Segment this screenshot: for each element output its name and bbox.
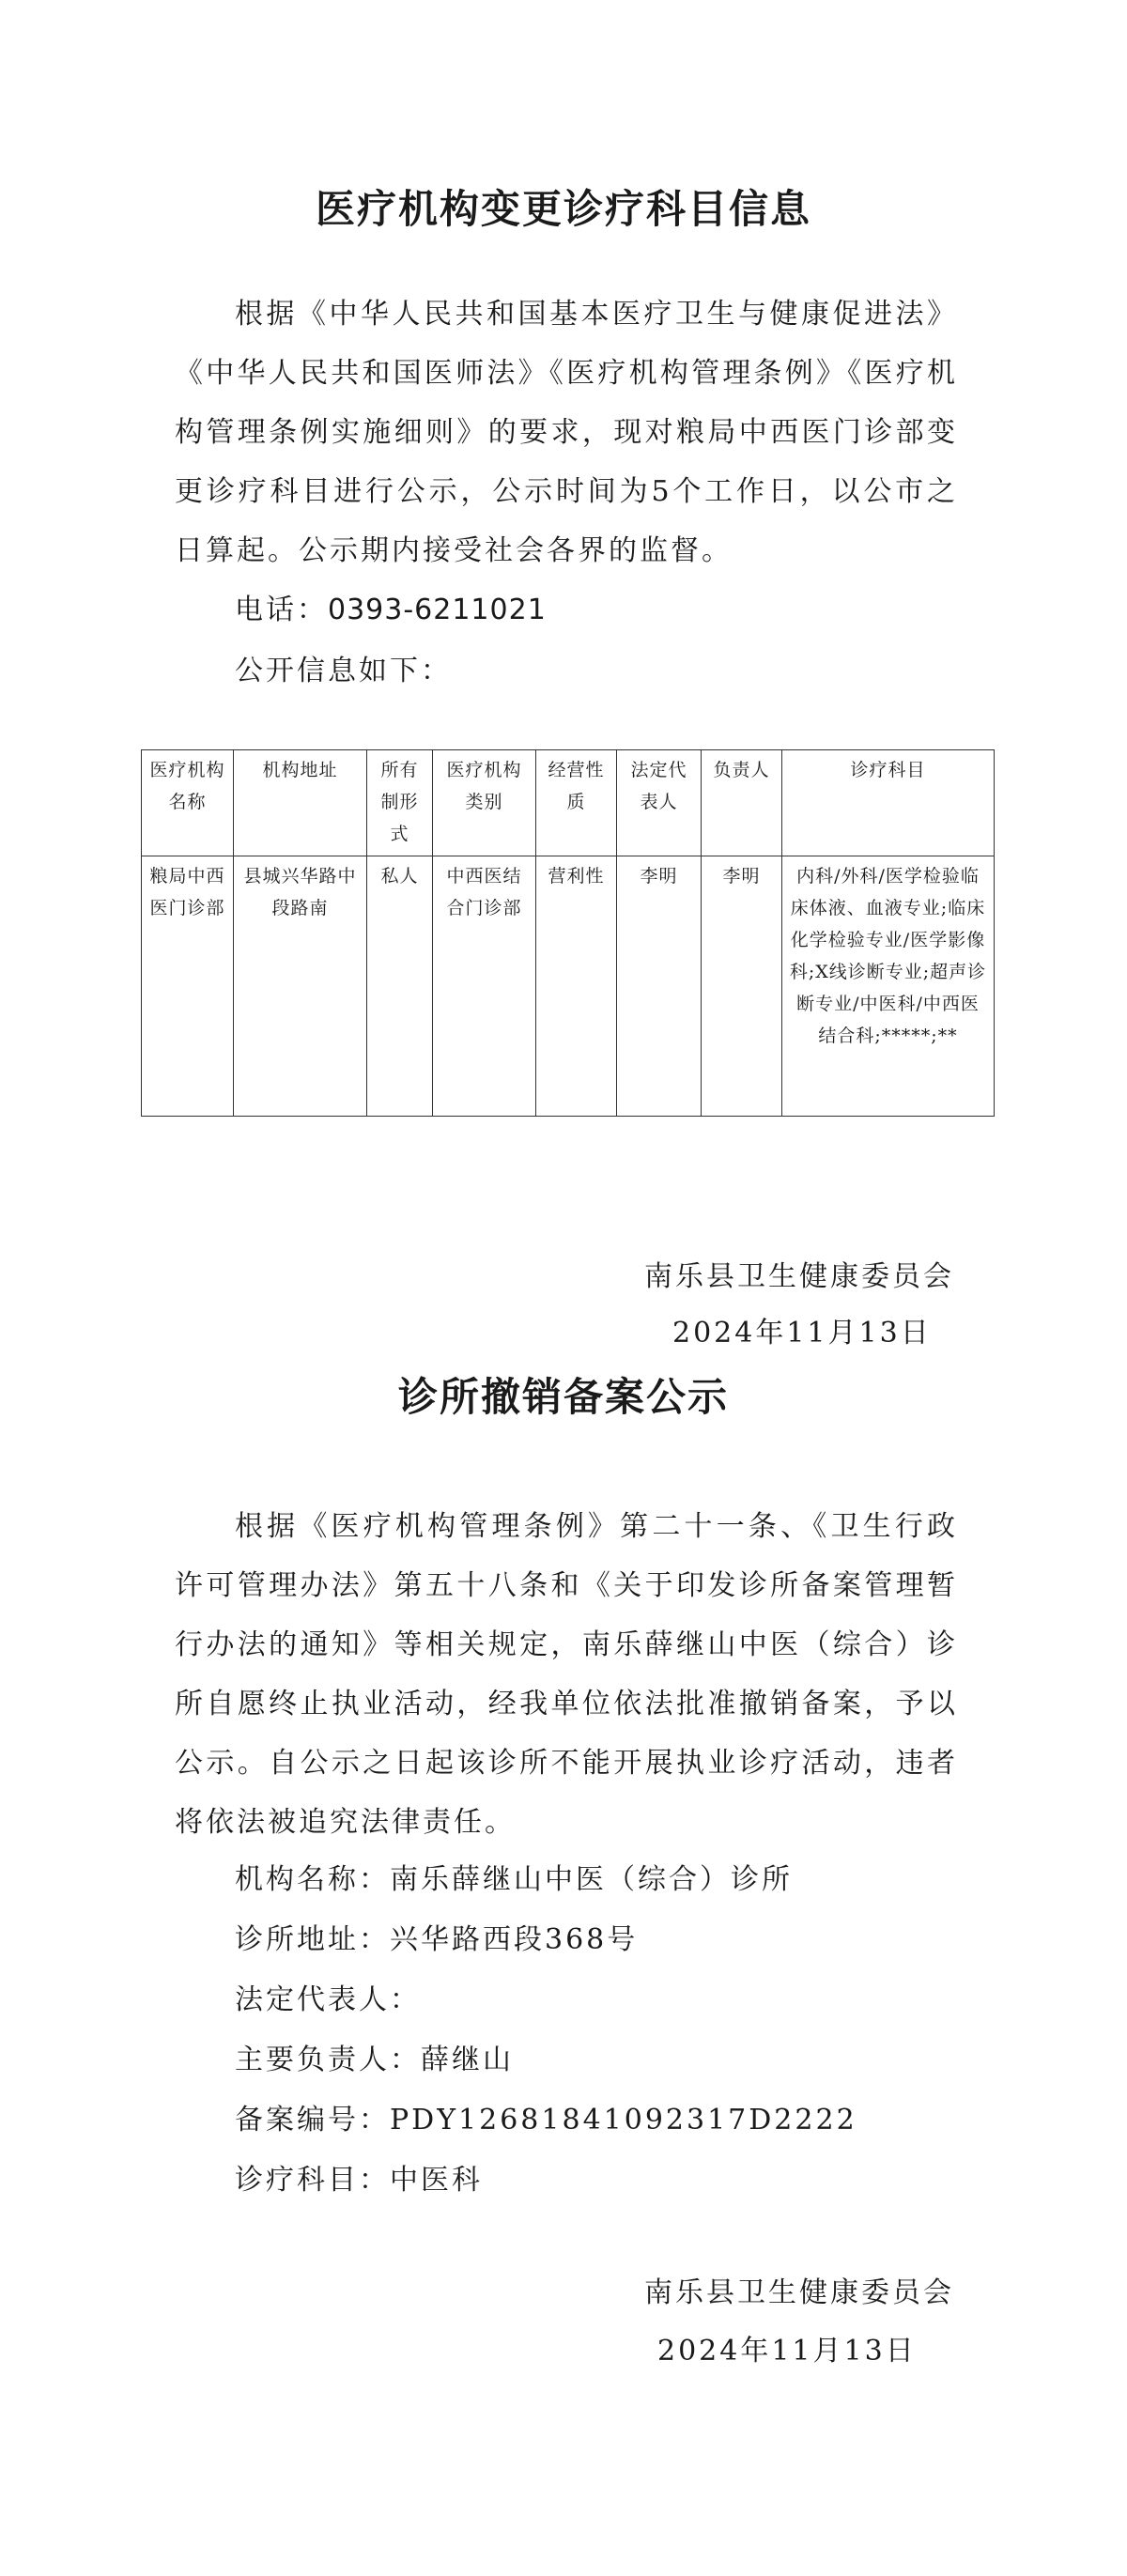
signature-date: 2024年11月13日 bbox=[657, 2335, 917, 2368]
field-org-name: 机构名称：南乐薛继山中医（综合）诊所 bbox=[235, 1863, 793, 1896]
info-intro: 公开信息如下： bbox=[235, 655, 452, 687]
signature-org: 南乐县卫生健康委员会 bbox=[644, 1260, 954, 1293]
notice-paragraph bbox=[175, 1497, 958, 1852]
table-cell: 李明 bbox=[702, 856, 782, 1117]
table-header: 法定代表人 bbox=[617, 750, 702, 856]
intro-text: 根据《中华人民共和国基本医疗卫生与健康促进法》《中华人民共和国医师法》《医疗机构管理条例》《医疗机构管理条例实施细则》的要求，现对粮局中西医门诊部变更诊疗科目进行公示，公示时间为5个工作日，以公市之日算起。公示期内接受社会各界的监督。 bbox=[175, 298, 958, 567]
phone-number: 0393-6211021 bbox=[328, 594, 547, 626]
field-legal-rep: 法定代表人： bbox=[235, 1983, 421, 2016]
field-principal: 主要负责人：薛继山 bbox=[235, 2044, 514, 2076]
field-address: 诊所地址：兴华路西段368号 bbox=[235, 1923, 639, 1956]
notice-text: 根据《医疗机构管理条例》第二十一条、《卫生行政许可管理办法》第五十八条和《关于印发诊所备案管理暂行办法的通知》等相关规定，南乐薛继山中医（综合）诊所自愿终止执业活动，经我单位依法批准撤销备案，予以公示。自公示之日起该诊所不能开展执业诊疗活动，违者将依法被追究法律责任。 bbox=[175, 1510, 958, 1839]
table-header: 医疗机构类别 bbox=[433, 750, 536, 856]
signature-org: 南乐县卫生健康委员会 bbox=[644, 2276, 954, 2309]
table-header: 经营性质 bbox=[536, 750, 617, 856]
section-title: 诊所撤销备案公示 bbox=[397, 1374, 729, 1420]
table-cell: 李明 bbox=[617, 856, 702, 1117]
table-cell: 粮局中西医门诊部 bbox=[142, 856, 234, 1117]
info-table bbox=[141, 749, 995, 1117]
table-header: 所有制形式 bbox=[367, 750, 433, 856]
phone-label: 电话： bbox=[235, 594, 328, 626]
table-header-row bbox=[142, 750, 995, 856]
intro-paragraph bbox=[175, 285, 958, 580]
page-title: 医疗机构变更诊疗科目信息 bbox=[315, 186, 811, 232]
signature-date: 2024年11月13日 bbox=[672, 1317, 932, 1350]
table-header: 医疗机构名称 bbox=[142, 750, 234, 856]
table-header: 机构地址 bbox=[234, 750, 367, 856]
table-cell: 私人 bbox=[367, 856, 433, 1117]
table-cell: 内科/外科/医学检验临床体液、血液专业;临床化学检验专业/医学影像科;X线诊断专业;超声诊断专业/中医科/中西医结合科;*****;** bbox=[782, 856, 995, 1117]
table-cell: 县城兴华路中段路南 bbox=[234, 856, 367, 1117]
table-cell: 中西医结合门诊部 bbox=[433, 856, 536, 1117]
field-record-number: 备案编号：PDY12681841092317D2222 bbox=[235, 2104, 857, 2136]
table-row bbox=[142, 856, 995, 1117]
table-cell: 营利性 bbox=[536, 856, 617, 1117]
table-header: 负责人 bbox=[702, 750, 782, 856]
table-header: 诊疗科目 bbox=[782, 750, 995, 856]
phone-line bbox=[235, 592, 547, 629]
field-scope: 诊疗科目：中医科 bbox=[235, 2164, 483, 2197]
